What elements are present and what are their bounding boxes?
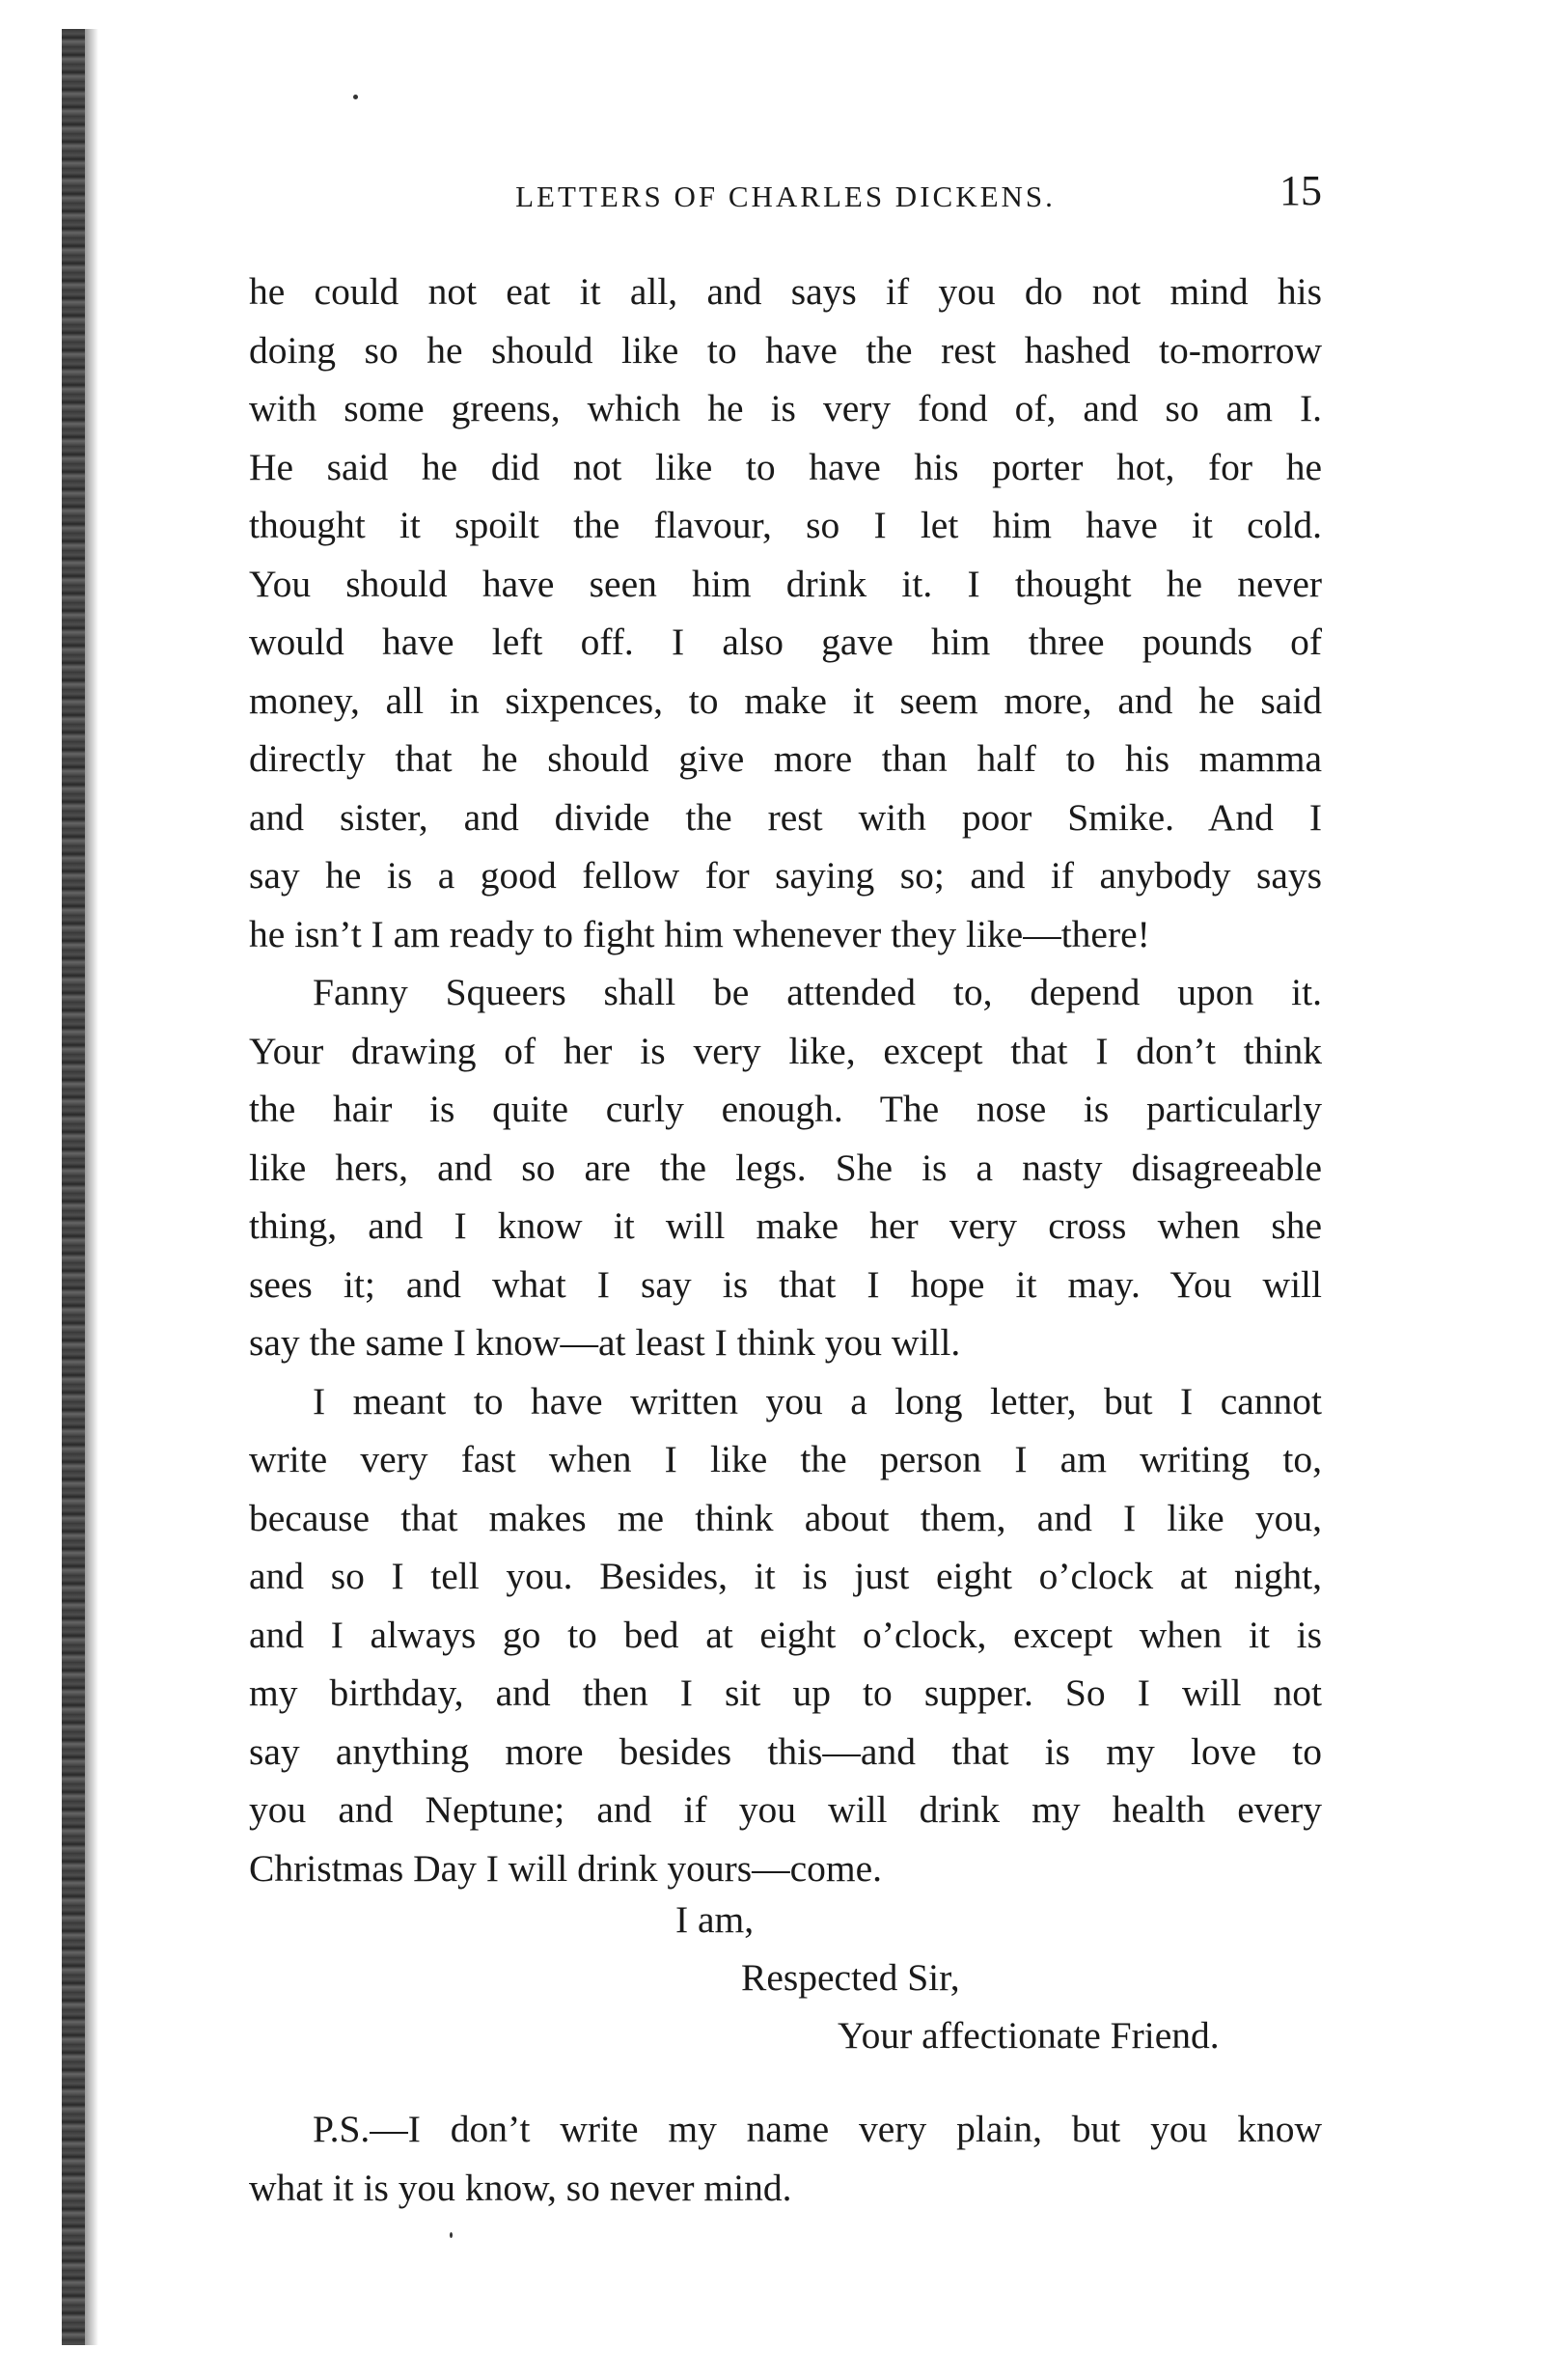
closing-salutation: Respected Sir,	[741, 1956, 960, 1999]
text-line: doing so he should like to have the rest hashed to-morrow	[249, 328, 1322, 372]
text-line: with some greens, which he is very fond of, and so am I.	[249, 387, 1322, 429]
text-line: my birthday, and then I sit up to supper. So I will not	[249, 1671, 1322, 1714]
text-line: you and Neptune; and if you will drink my health every	[249, 1788, 1322, 1831]
text-line: he isn’t I am ready to fight him whenever they like—there!	[249, 912, 1150, 955]
text-line: he could not eat it all, and says if you do not mind his	[249, 270, 1322, 313]
text-line: because that makes me think about them, and I like you,	[249, 1496, 1322, 1539]
text-line: say the same I know—at least I think you will.	[249, 1321, 961, 1364]
closing-signature: Your affectionate Friend.	[838, 2014, 1220, 2057]
text-line: sees it; and what I say is that I hope it may. You will	[249, 1262, 1322, 1306]
text-line: and sister, and divide the rest with poor Smike. And I	[249, 795, 1322, 839]
postscript-line: what it is you know, so never mind.	[249, 2166, 792, 2209]
text-line: You should have seen him drink it. I thought he never	[249, 562, 1322, 605]
postscript-line: P.S.—I don’t write my name very plain, but you know	[313, 2108, 1322, 2150]
page-header	[249, 166, 1322, 224]
text-line: the hair is quite curly enough. The nose is particularly	[249, 1088, 1322, 1130]
text-line: He said he did not like to have his porter hot, for he	[249, 445, 1322, 488]
closing-i-am: I am,	[675, 1898, 755, 1941]
text-line: Christmas Day I will drink yours—come.	[249, 1846, 883, 1890]
text-line: money, all in sixpences, to make it seem more, and he said	[249, 678, 1322, 722]
ink-speck	[450, 2232, 453, 2238]
text-line: write very fast when I like the person I am writing to,	[249, 1438, 1322, 1480]
text-line: and I always go to bed at eight o’clock, except when it is	[249, 1613, 1322, 1656]
ink-speck	[353, 95, 358, 99]
text-line: thought it spoilt the flavour, so I let him have it cold.	[249, 504, 1322, 546]
running-head: LETTERS OF CHARLES DICKENS.	[515, 180, 1056, 213]
text-line: say he is a good fellow for saying so; and if anybody says	[249, 854, 1322, 897]
page-number: 15	[1279, 167, 1322, 214]
text-line: Fanny Squeers shall be attended to, depend upon it.	[313, 971, 1322, 1013]
text-line: and so I tell you. Besides, it is just eight o’clock at night,	[249, 1555, 1322, 1597]
text-line: say anything more besides this—and that is my love to	[249, 1729, 1322, 1773]
text-line: directly that he should give more than half to his mamma	[249, 737, 1322, 780]
text-line: thing, and I know it will make her very cross when she	[249, 1204, 1322, 1247]
postscript	[249, 2100, 1322, 2217]
text-line: Your drawing of her is very like, except that I don’t think	[249, 1029, 1322, 1072]
text-line: would have left off. I also gave him three pounds of	[249, 621, 1322, 663]
text-line: I meant to have written you a long letter, but I cannot	[313, 1379, 1322, 1423]
book-spine-shadow	[62, 29, 85, 2345]
letter-body	[249, 262, 1322, 1897]
text-line: like hers, and so are the legs. She is a nasty disagreeable	[249, 1146, 1322, 1189]
spine-gutter-fade	[85, 29, 98, 2345]
